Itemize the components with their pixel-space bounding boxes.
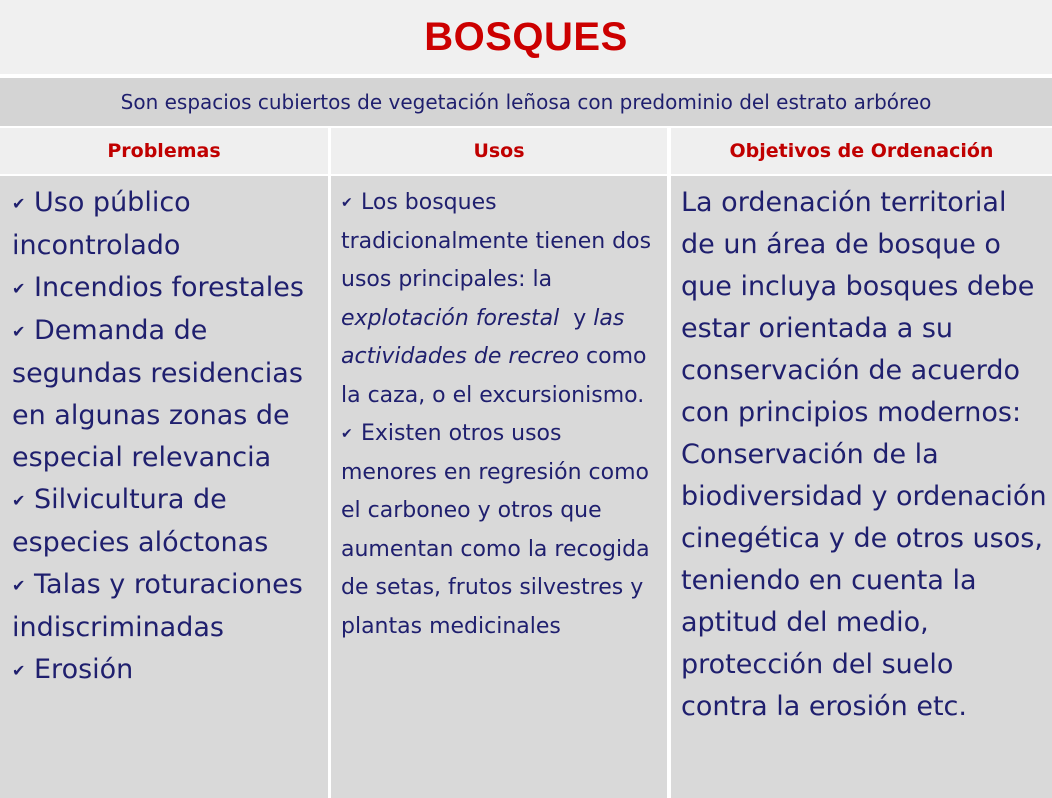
subtitle-bar — [0, 78, 1052, 126]
list-item — [12, 479, 324, 564]
objetivos-cell — [671, 176, 1052, 798]
checkmark-icon: ✔ — [12, 491, 26, 510]
usos-cell — [331, 176, 667, 798]
list-item — [12, 564, 324, 649]
problema-text: Demanda de segundas residencias en algunas zonas de especial relevancia — [12, 315, 303, 473]
problema-text: Incendios forestales — [34, 272, 304, 303]
uso-italic-text: explotación forestal — [341, 305, 560, 331]
list-item — [341, 415, 663, 646]
objetivos-text: La ordenación territorial de un área de bosque o que incluya bosques debe estar orientada a su conservación de acuerdo con principios modernos: Conservación de la biodiversidad y ordenación cinegética y de otros usos, teniendo en cuenta la aptitud del medio, protección del suelo contra la erosión etc. — [681, 187, 1047, 722]
uso-italic-text: las actividades de recreo — [341, 305, 625, 369]
header-usos: Usos — [331, 128, 667, 174]
checkmark-icon: ✔ — [12, 279, 26, 298]
uso-text: Los bosques tradicionalmente tienen dos usos principales: la — [341, 190, 652, 292]
list-item — [12, 267, 324, 310]
problema-text: Talas y roturaciones indiscriminadas — [12, 569, 303, 643]
uso-text: y — [559, 305, 594, 331]
header-problemas: Problemas — [0, 128, 328, 174]
uso-text: como la caza, o el excursionismo. — [341, 344, 647, 408]
table-header-row — [0, 128, 1052, 174]
checkmark-icon: ✔ — [341, 195, 353, 211]
header-objetivos: Objetivos de Ordenación — [671, 128, 1052, 174]
checkmark-icon: ✔ — [12, 322, 26, 341]
checkmark-icon: ✔ — [12, 576, 26, 595]
problema-text: Silvicultura de especies alóctonas — [12, 484, 269, 558]
title-bar — [0, 0, 1052, 76]
table-body-row — [0, 176, 1052, 798]
list-item — [12, 310, 324, 479]
problema-text: Erosión — [34, 654, 134, 685]
checkmark-icon: ✔ — [12, 194, 26, 213]
checkmark-icon: ✔ — [12, 661, 26, 680]
page-subtitle: Son espacios cubiertos de vegetación leñosa con predominio del estrato arbóreo — [120, 90, 932, 114]
list-item — [12, 182, 324, 267]
problemas-cell — [0, 176, 328, 798]
problemas-list — [12, 182, 324, 692]
list-item — [341, 184, 663, 415]
uso-text: Existen otros usos menores en regresión como el carboneo y otros que aumentan como la recogida de setas, frutos silvestres y plantas medicinales — [341, 421, 650, 639]
checkmark-icon: ✔ — [341, 426, 353, 442]
problema-text: Uso público incontrolado — [12, 187, 191, 261]
usos-list — [341, 184, 663, 646]
list-item — [12, 649, 324, 692]
page-title: BOSQUES — [424, 14, 628, 59]
